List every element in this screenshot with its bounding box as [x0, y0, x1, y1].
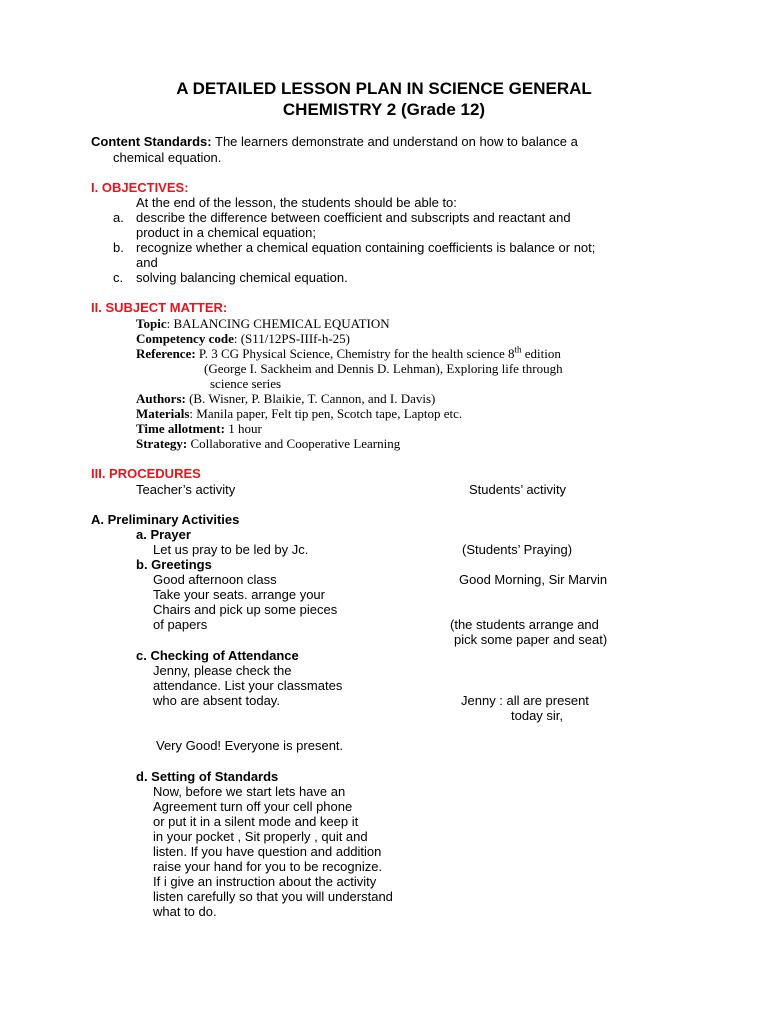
competency-value: : (S11/12PS-IIIf-h-25) — [233, 331, 350, 346]
greetings-student-line1: Good Morning, Sir Marvin — [459, 572, 608, 587]
students-column-header: Students’ activity — [469, 482, 567, 497]
objective-a-line2: product in a chemical equation; — [136, 225, 316, 240]
reference-line3: science series — [210, 376, 282, 391]
standards-line: Agreement turn off your cell phone — [153, 799, 353, 814]
preliminary-activities-heading: A. Preliminary Activities — [91, 512, 240, 527]
greetings-teacher-line4: of papers — [153, 617, 208, 632]
materials-label: Materials — [136, 406, 190, 421]
objective-a-marker: a. — [113, 210, 124, 225]
attendance-student-line2: today sir, — [511, 708, 564, 723]
time-allotment-label: Time allotment: — [136, 421, 225, 436]
greetings-student-line3: pick some paper and seat) — [454, 632, 608, 647]
objective-c-marker: c. — [113, 270, 124, 285]
competency-label: Competency code — [136, 331, 234, 346]
reference-text-end: edition — [521, 346, 561, 361]
attendance-heading: c. Checking of Attendance — [136, 648, 299, 663]
strategy-label: Strategy: — [136, 436, 188, 451]
standards-line: what to do. — [153, 904, 217, 919]
reference-label: Reference: — [136, 346, 196, 361]
prayer-heading: a. Prayer — [136, 527, 191, 542]
teacher-column-header: Teacher’s activity — [136, 482, 236, 497]
standards-line: raise your hand for you to be recognize. — [153, 859, 383, 874]
standards-line: in your pocket , Sit properly , quit and — [153, 829, 368, 844]
topic-line — [136, 316, 390, 331]
content-standards-text: The learners demonstrate and understand on how to balance a — [211, 134, 578, 149]
reference-line — [136, 346, 561, 361]
content-standards-label: Content Standards: — [91, 134, 212, 149]
standards-line: If i give an instruction about the activity — [153, 874, 377, 889]
greetings-teacher-line3: Chairs and pick up some pieces — [153, 602, 338, 617]
document-title-line1: A DETAILED LESSON PLAN IN SCIENCE GENERAL — [176, 79, 592, 98]
attendance-teacher-line1: Jenny, please check the — [153, 663, 292, 678]
objective-b-line1: recognize whether a chemical equation containing coefficients is balance or not; — [136, 240, 596, 255]
reference-superscript: th — [514, 344, 522, 355]
greetings-student-line2: (the students arrange and — [450, 617, 599, 632]
document-title-line2: CHEMISTRY 2 (Grade 12) — [282, 100, 486, 119]
greetings-heading: b. Greetings — [136, 557, 212, 572]
time-allotment-value: 1 hour — [224, 421, 262, 436]
authors-line — [136, 391, 435, 406]
standards-line: Now, before we start lets have an — [153, 784, 346, 799]
authors-value: (B. Wisner, P. Blaikie, T. Cannon, and I. Davis) — [185, 391, 436, 406]
greetings-teacher-line1: Good afternoon class — [153, 572, 277, 587]
strategy-line — [136, 436, 400, 451]
reference-text: P. 3 CG Physical Science, Chemistry for the health science 8 — [195, 346, 515, 361]
standards-line: listen. If you have question and addition — [153, 844, 382, 859]
time-allotment-line — [136, 421, 262, 436]
prayer-student: (Students’ Praying) — [462, 542, 573, 557]
prayer-teacher: Let us pray to be led by Jc. — [153, 542, 309, 557]
procedures-heading: III. PROCEDURES — [91, 466, 201, 481]
strategy-value: Collaborative and Cooperative Learning — [187, 436, 401, 451]
competency-line — [136, 331, 350, 346]
topic-label: Topic — [136, 316, 167, 331]
authors-label: Authors: — [136, 391, 186, 406]
objective-a-line1: describe the difference between coefficient and subscripts and reactant and — [136, 210, 571, 225]
greetings-teacher-line2: Take your seats. arrange your — [153, 587, 325, 602]
attendance-teacher-line4: Very Good! Everyone is present. — [156, 738, 344, 753]
attendance-student-line1: Jenny : all are present — [461, 693, 589, 708]
attendance-teacher-line3: who are absent today. — [153, 693, 280, 708]
objective-b-line2: and — [136, 255, 158, 270]
standards-heading: d. Setting of Standards — [136, 769, 279, 784]
content-standards-text-cont: chemical equation. — [113, 150, 222, 165]
standards-line: listen carefully so that you will understand — [153, 889, 393, 904]
materials-line — [136, 406, 462, 421]
objective-c-line1: solving balancing chemical equation. — [136, 270, 348, 285]
materials-value: : Manila paper, Felt tip pen, Scotch tape, Laptop etc. — [189, 406, 463, 421]
objectives-intro: At the end of the lesson, the students should be able to: — [136, 195, 457, 210]
content-standards — [91, 134, 578, 149]
objectives-heading: I. OBJECTIVES: — [91, 180, 189, 195]
objective-b-marker: b. — [113, 240, 124, 255]
subject-matter-heading: II. SUBJECT MATTER: — [91, 300, 228, 315]
reference-line2: (George I. Sackheim and Dennis D. Lehman), Exploring life through — [204, 361, 563, 376]
standards-line: or put it in a silent mode and keep it — [153, 814, 359, 829]
attendance-teacher-line2: attendance. List your classmates — [153, 678, 343, 693]
topic-value: : BALANCING CHEMICAL EQUATION — [166, 316, 390, 331]
